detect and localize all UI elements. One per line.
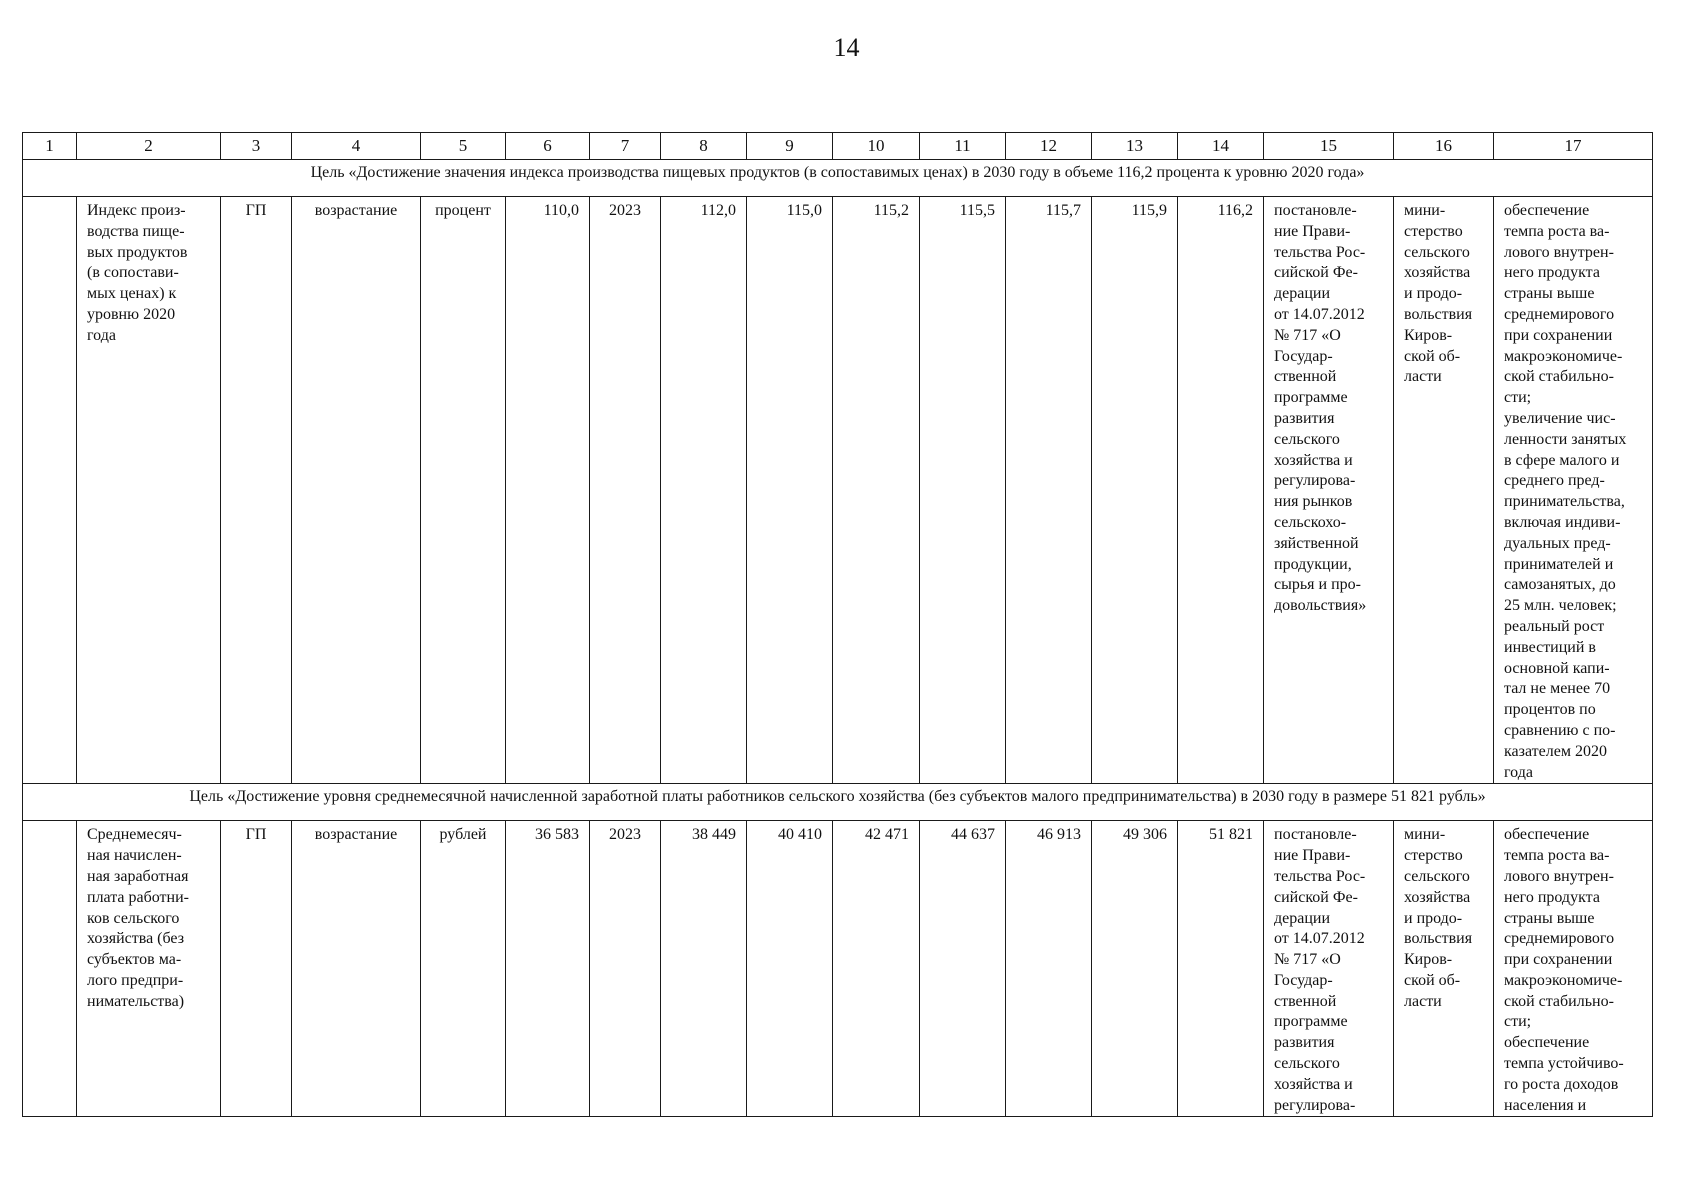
column-number: 4 [292, 133, 421, 160]
value-2026: 115,2 [833, 197, 920, 784]
column-number: 14 [1178, 133, 1264, 160]
value-2030: 116,2 [1178, 197, 1264, 784]
base-value: 110,0 [506, 197, 590, 784]
row-cell-empty [23, 821, 77, 1117]
national-goal-link: обеспечение темпа роста ва- лового внутрен- него продукта страны выше среднемирового при сохранении макроэкономиче- ской стабильно- сти; увеличение чис- ленности занятых в сфере малого и среднего пред- принимательства, включая индиви- дуальных пред- принимателей и самозанятых, до 25 млн. человек; реальный рост инвестиций в основной капи- тал не менее 70 процентов по сравнению с по- казателем 2020 года [1494, 197, 1653, 784]
base-value: 36 583 [506, 821, 590, 1117]
column-number: 12 [1006, 133, 1092, 160]
value-2027: 115,5 [920, 197, 1006, 784]
column-number: 17 [1494, 133, 1653, 160]
indicator-trend: возрастание [292, 821, 421, 1117]
column-number: 5 [421, 133, 506, 160]
responsible-body: мини- стерство сельского хозяйства и продо- вольствия Киров- ской об- ласти [1394, 821, 1494, 1117]
column-number: 11 [920, 133, 1006, 160]
value-2024: 38 449 [661, 821, 747, 1117]
value-2024: 112,0 [661, 197, 747, 784]
legal-document: постановле- ние Прави- тельства Рос- сийской Фе- дерации от 14.07.2012 № 717 «О Государ- ственной программе развития сельского хозяйства и регулирова- [1264, 821, 1394, 1117]
goal-heading-row [23, 784, 1653, 821]
indicator-level: ГП [221, 821, 292, 1117]
indicator-name: Индекс произ- водства пище- вых продуктов (в сопостави- мых ценах) к уровню 2020 года [77, 197, 221, 784]
column-number: 1 [23, 133, 77, 160]
goal-heading: Цель «Достижение значения индекса производства пищевых продуктов (в сопоставимых ценах) в 2030 году в объеме 116,2 процента к уровню 2020 года» [23, 160, 1653, 197]
indicator-trend: возрастание [292, 197, 421, 784]
column-number: 16 [1394, 133, 1494, 160]
column-number: 3 [221, 133, 292, 160]
column-number-row [23, 133, 1653, 160]
goal-heading-row [23, 160, 1653, 197]
value-2029: 49 306 [1092, 821, 1178, 1117]
base-year: 2023 [590, 821, 661, 1117]
value-2029: 115,9 [1092, 197, 1178, 784]
goal-heading: Цель «Достижение уровня среднемесячной начисленной заработной платы работников сельского хозяйства (без субъектов малого предпринимательства) в 2030 году в размере 51 821 рубль» [23, 784, 1653, 821]
column-number: 2 [77, 133, 221, 160]
column-number: 9 [747, 133, 833, 160]
column-number: 10 [833, 133, 920, 160]
value-2028: 46 913 [1006, 821, 1092, 1117]
indicator-row [23, 821, 1653, 1117]
indicator-unit: рублей [421, 821, 506, 1117]
indicator-row [23, 197, 1653, 784]
page-number: 14 [833, 33, 860, 62]
value-2028: 115,7 [1006, 197, 1092, 784]
column-number: 6 [506, 133, 590, 160]
value-2026: 42 471 [833, 821, 920, 1117]
indicators-table [22, 132, 1653, 1117]
value-2025: 40 410 [747, 821, 833, 1117]
column-number: 13 [1092, 133, 1178, 160]
value-2025: 115,0 [747, 197, 833, 784]
national-goal-link: обеспечение темпа роста ва- лового внутрен- него продукта страны выше среднемирового при сохранении макроэкономиче- ской стабильно- сти; обеспечение темпа устойчиво- го роста доходов населения и [1494, 821, 1653, 1117]
column-number: 15 [1264, 133, 1394, 160]
indicator-name: Среднемесяч- ная начислен- ная заработная плата работни- ков сельского хозяйства (без субъектов ма- лого предпри- нимательства) [77, 821, 221, 1117]
row-cell-empty [23, 197, 77, 784]
column-number: 8 [661, 133, 747, 160]
legal-document: постановле- ние Прави- тельства Рос- сийской Фе- дерации от 14.07.2012 № 717 «О Государ- ственной программе развития сельского хозяйства и регулирова- ния рынков сельскохо- зяйственной продукции, сырья и про- довольствия» [1264, 197, 1394, 784]
indicator-level: ГП [221, 197, 292, 784]
indicator-unit: процент [421, 197, 506, 784]
value-2030: 51 821 [1178, 821, 1264, 1117]
responsible-body: мини- стерство сельского хозяйства и продо- вольствия Киров- ской об- ласти [1394, 197, 1494, 784]
value-2027: 44 637 [920, 821, 1006, 1117]
base-year: 2023 [590, 197, 661, 784]
column-number: 7 [590, 133, 661, 160]
